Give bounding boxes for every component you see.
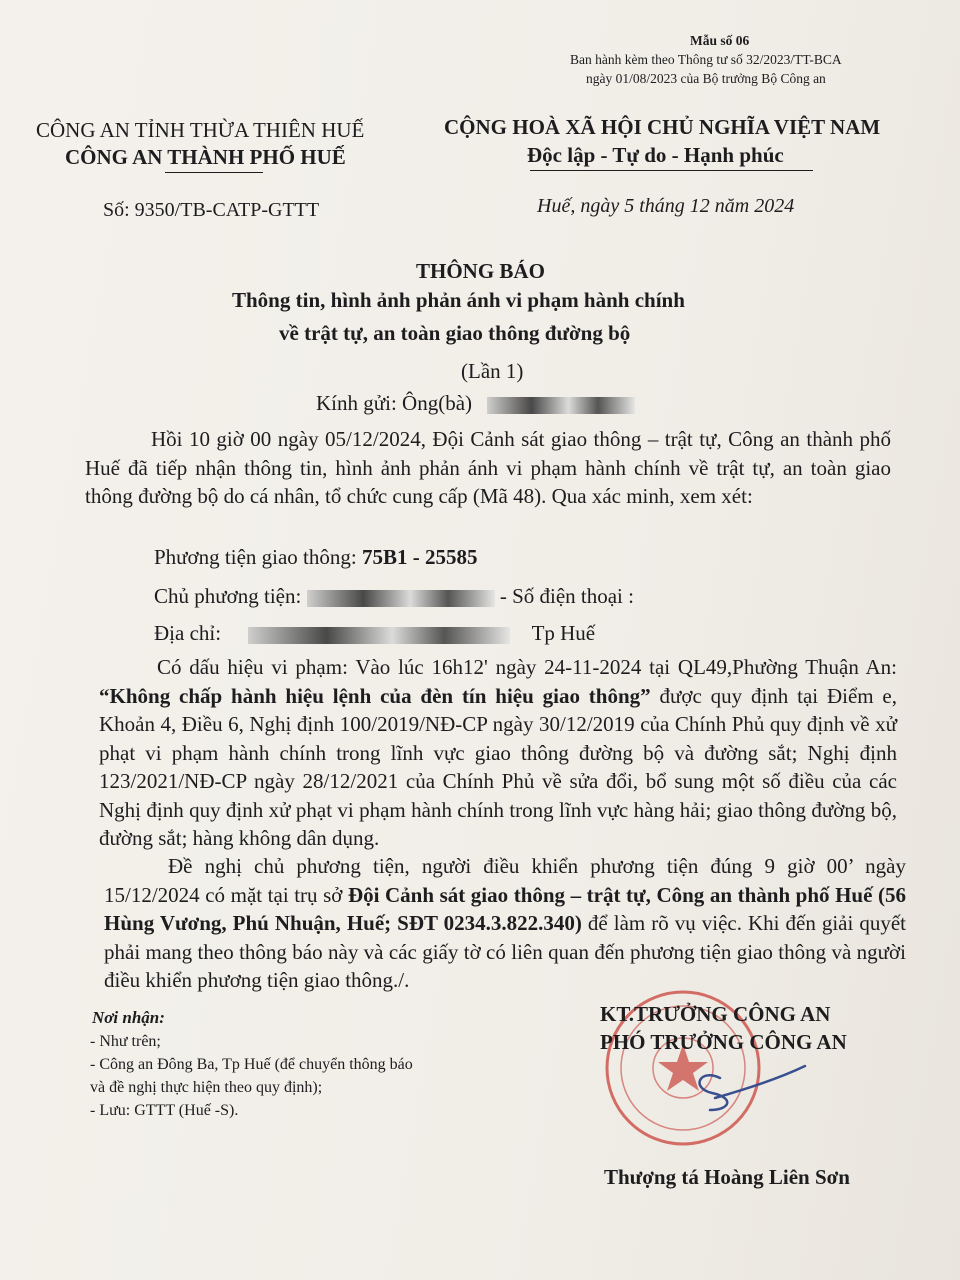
- vehicle-label: Phương tiện giao thông:: [154, 545, 362, 569]
- paragraph-summons: [104, 852, 906, 995]
- redacted-address: [248, 627, 510, 644]
- recipients-title: Nơi nhận:: [92, 1008, 165, 1027]
- summons-instructions: để làm rõ vụ việc. Khi đến giải quyết phải mang theo thông báo này và các giấy tờ có liên quan đến phương tiện giao thông và người điều khiển phương tiện giao thông./.: [104, 911, 906, 992]
- notice-subtitle-2: về trật tự, an toàn giao thông đường bộ: [279, 321, 631, 345]
- paragraph-violation: [99, 653, 897, 853]
- signature-role-1: KT.TRƯỞNG CÔNG AN: [600, 1002, 831, 1026]
- handwritten-signature: [640, 1048, 840, 1118]
- agency-underline: [165, 172, 263, 173]
- vehicle-line: [154, 545, 477, 570]
- notice-subtitle-1: Thông tin, hình ảnh phản ánh vi phạm hành chính: [232, 288, 685, 312]
- notice-title: THÔNG BÁO: [416, 259, 545, 283]
- recipient-line: [316, 391, 635, 416]
- summons-location: Đội Cảnh sát giao thông – trật tự, Công an thành phố Huế (56 Hùng Vương, Phú Nhuận, Huế; SĐT 0234.3.822.340): [104, 882, 906, 935]
- recipients-line-3: và đề nghị thực hiện theo quy định);: [90, 1079, 323, 1096]
- redacted-recipient-name: [487, 397, 635, 414]
- owner-label: Chủ phương tiện:: [154, 584, 302, 608]
- recipients-line-1: - Như trên;: [90, 1033, 161, 1050]
- recipients-line-4: - Lưu: GTTT (Huế -S).: [90, 1102, 239, 1119]
- summons-intro: Đề nghị chủ phương tiện, người điều khiển phương tiện đúng 9 giờ 00’ ngày 15/12/2024 có mặt tại trụ sở: [104, 854, 906, 907]
- form-issued-line1: Ban hành kèm theo Thông tư số 32/2023/TT-BCA: [570, 52, 842, 67]
- violation-description: “Không chấp hành hiệu lệnh của đèn tín hiệu giao thông”: [99, 683, 651, 708]
- notice-round: (Lần 1): [461, 359, 524, 383]
- recipients-line-2: - Công an Đông Ba, Tp Huế (để chuyển thông báo: [90, 1056, 413, 1073]
- signature-role-2: PHÓ TRƯỞNG CÔNG AN: [600, 1030, 847, 1054]
- vehicle-plate: 75B1 - 25585: [361, 545, 478, 569]
- agency-parent: CÔNG AN TỈNH THỪA THIÊN HUẾ: [36, 118, 365, 142]
- form-issued-line2: ngày 01/08/2023 của Bộ trưởng Bộ Công an: [586, 71, 826, 86]
- address-city: Tp Huế: [531, 621, 596, 645]
- address-label: Địa chỉ:: [154, 621, 222, 645]
- agency-name: CÔNG AN THÀNH PHỐ HUẾ: [65, 145, 346, 169]
- redacted-owner-name: [307, 590, 495, 607]
- address-line: [154, 621, 595, 646]
- paragraph-intake: Hồi 10 giờ 00 ngày 05/12/2024, Đội Cảnh sát giao thông – trật tự, Công an thành phố Huế đã tiếp nhận thông tin, hình ảnh phản ánh vi phạm hành chính về trật tự, an toàn giao thông đường bộ do cá nhân, tổ chức cung cấp (Mã 48). Qua xác minh, xem xét:: [85, 427, 891, 508]
- nation-title: CỘNG HOÀ XÃ HỘI CHỦ NGHĨA VIỆT NAM: [444, 115, 881, 139]
- violation-legal-basis: được quy định tại Điểm e, Khoản 4, Điều 6, Nghị định 100/2019/NĐ-CP ngày 30/12/2019 của Chính Phủ quy định về xử phạt vi phạm hành chính trong lĩnh vực giao thông đường bộ và đường sắt; Nghị định 123/2021/NĐ-CP ngày 28/12/2021 của Chính Phủ về sửa đổi, bổ sung một số điều của các Nghị định quy định xử phạt vi phạm hành chính trong lĩnh vực hàng hải; giao thông đường bộ, đường sắt; hàng không dân dụng.: [99, 683, 898, 850]
- nation-motto: Độc lập - Tự do - Hạnh phúc: [527, 143, 784, 167]
- phone-label: - Số điện thoại :: [499, 584, 634, 608]
- document-date: Huế, ngày 5 tháng 12 năm 2024: [537, 195, 795, 217]
- document-number: Số: 9350/TB-CATP-GTTT: [103, 199, 320, 221]
- motto-underline: [530, 170, 813, 171]
- signer-name: Thượng tá Hoàng Liên Sơn: [604, 1165, 850, 1189]
- recipient-label: Kính gửi: Ông(bà): [316, 391, 473, 415]
- owner-line: [154, 584, 634, 609]
- form-number: Mẫu số 06: [690, 33, 750, 48]
- violation-intro: Có dấu hiệu vi phạm: Vào lúc 16h12' ngày 24-11-2024 tại QL49,Phường Thuận An:: [157, 655, 897, 679]
